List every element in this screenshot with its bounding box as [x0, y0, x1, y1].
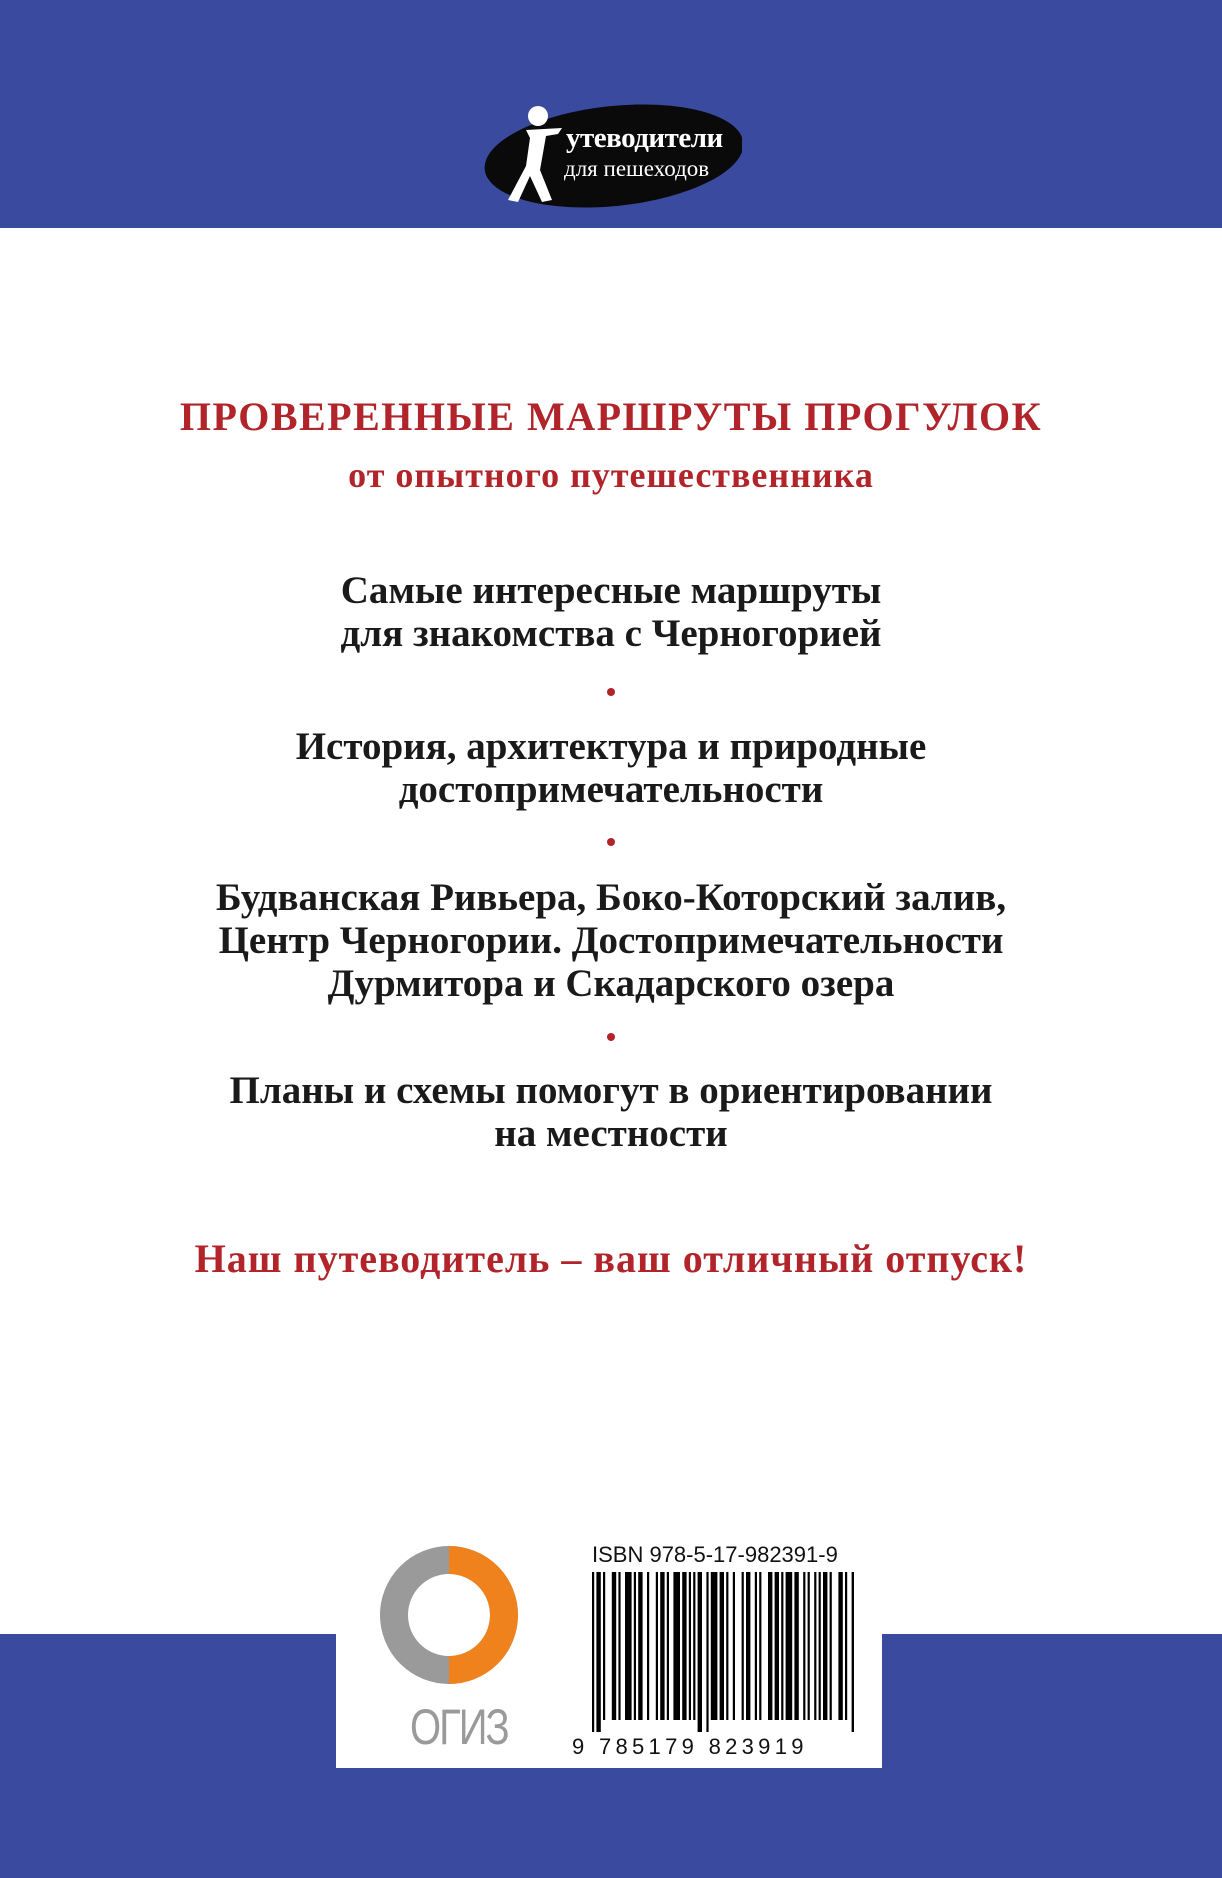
feature-line: Самые интересные маршруты	[340, 569, 882, 612]
barcode-bar	[625, 1572, 632, 1720]
barcode-bar	[814, 1572, 816, 1720]
feature-block-1	[0, 569, 1222, 655]
barcode-bar	[660, 1572, 664, 1720]
feature-line: Будванская Ривьера, Боко-Которский залив,	[215, 876, 1007, 919]
barcode-bar	[775, 1572, 779, 1720]
series-subtitle: для пешеходов	[564, 156, 710, 181]
feature-line: для знакомства с Черногорией	[340, 612, 882, 655]
bullet-dot	[607, 838, 615, 846]
barcode-bar	[618, 1572, 620, 1720]
barcode-bar	[819, 1572, 821, 1720]
barcode-bar	[612, 1572, 616, 1720]
publisher-name: ОГИЗ	[410, 1700, 508, 1755]
barcode-bar	[673, 1572, 680, 1720]
barcode-bar	[596, 1572, 600, 1732]
feature-line: История, архитектура и природные	[295, 725, 927, 768]
barcode-bar	[852, 1572, 854, 1732]
bullet-dot	[607, 688, 615, 696]
barcode-bar	[733, 1572, 735, 1720]
barcode-bar	[742, 1572, 744, 1720]
feature-line: Центр Черногории. Достопримечательности	[218, 919, 1004, 962]
barcode-bar	[746, 1572, 750, 1720]
barcode-bar	[808, 1572, 810, 1720]
bullet-dot	[607, 1033, 615, 1041]
feature-block-2	[0, 725, 1222, 811]
barcode-bar	[845, 1572, 847, 1720]
isbn-label: ISBN 978-5-17-982391-9	[592, 1542, 838, 1567]
feature-block-4	[0, 1069, 1222, 1155]
barcode-bar	[759, 1572, 761, 1720]
barcode-bar	[786, 1572, 793, 1720]
barcode-bar	[693, 1572, 695, 1720]
barcode-bar	[592, 1572, 594, 1732]
barcode-bar	[706, 1572, 708, 1732]
barcode-bar	[667, 1572, 669, 1720]
feature-block-3	[0, 876, 1222, 1005]
slogan: Наш путеводитель – ваш отличный отпуск!	[194, 1236, 1028, 1281]
barcode-bar	[656, 1572, 658, 1720]
headline-main: ПРОВЕРЕННЫЕ МАРШРУТЫ ПРОГУЛОК	[179, 394, 1043, 439]
barcode-bar	[781, 1572, 783, 1720]
barcode-bar	[823, 1572, 827, 1720]
barcode-bar	[755, 1572, 757, 1720]
barcode-bar	[711, 1572, 718, 1720]
publisher-logo-icon	[374, 1540, 524, 1690]
feature-line: Дурмитора и Скадарского озера	[327, 962, 895, 1005]
barcode-bar	[830, 1572, 832, 1720]
barcode-bar	[698, 1572, 702, 1732]
barcode-bar	[634, 1572, 636, 1720]
barcode-bar	[768, 1572, 772, 1720]
barcode-bar	[647, 1572, 649, 1720]
barcode-bar	[726, 1572, 728, 1720]
barcode-bar	[682, 1572, 686, 1720]
barcode-bar	[603, 1572, 605, 1720]
feature-line: достопримечательности	[398, 768, 824, 811]
barcode-bar	[794, 1572, 798, 1720]
headline-sub: от опытного путешественника	[348, 455, 874, 495]
barcode-bar	[803, 1572, 805, 1720]
barcode-bar	[720, 1572, 724, 1720]
barcode-bar	[689, 1572, 691, 1720]
barcode-digits: 9 785179 823919	[572, 1734, 808, 1759]
barcode	[590, 1572, 854, 1732]
feature-line: Планы и схемы помогут в ориентировании	[229, 1069, 993, 1112]
barcode-bar	[638, 1572, 642, 1720]
feature-line: на местности	[494, 1112, 728, 1155]
series-title: утеводители	[566, 122, 723, 154]
barcode-bar	[838, 1572, 842, 1720]
